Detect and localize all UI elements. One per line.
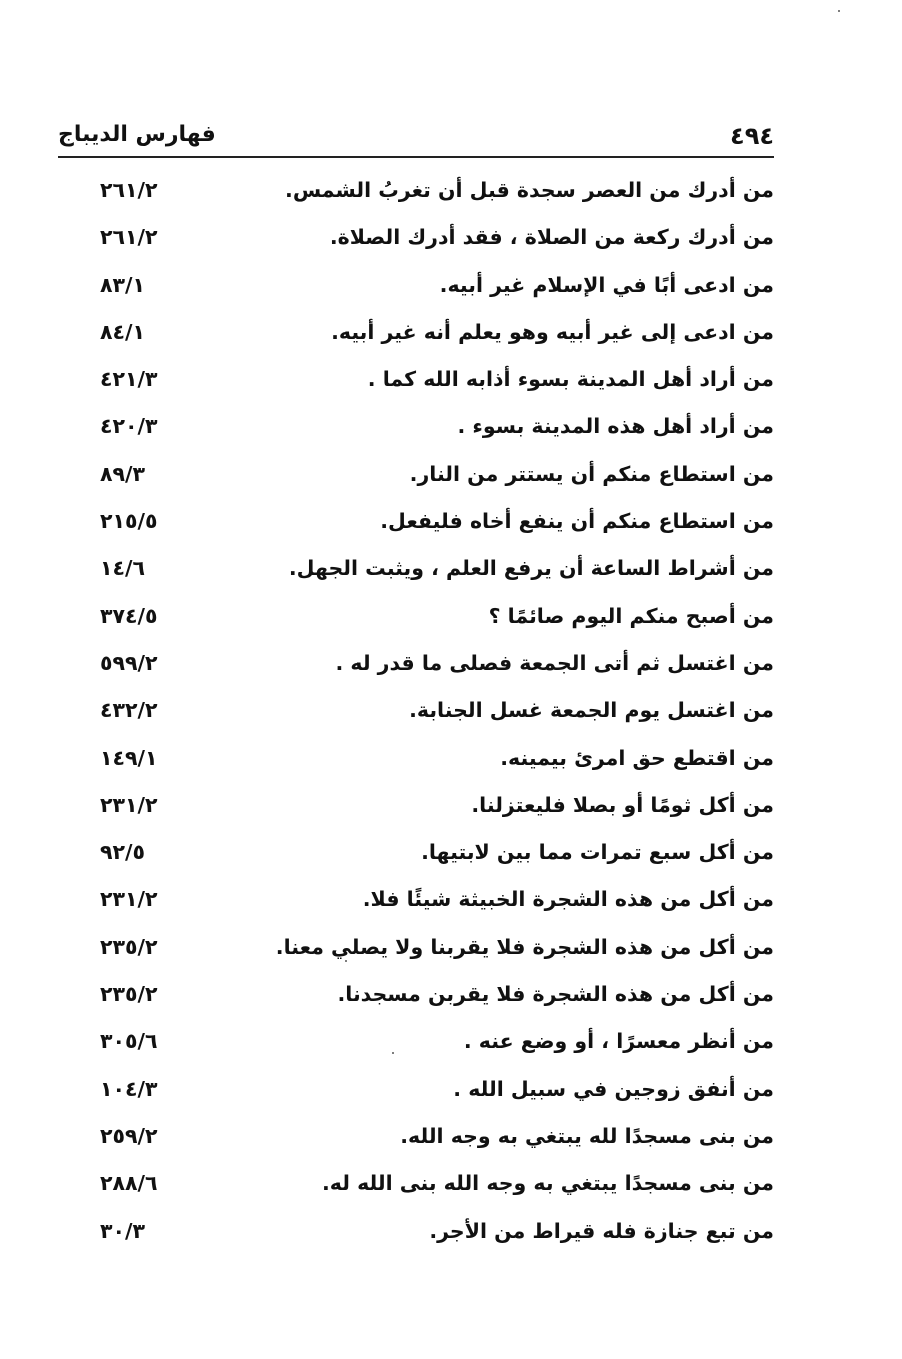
index-entry (100, 976, 774, 1023)
index-entry (100, 314, 774, 361)
hadith-text: من بنى مسجدًا يبتغي به وجه الله بنى الله له. (322, 1171, 774, 1196)
hadith-text: من اغتسل ثم أتى الجمعة فصلى ما قدر له . (335, 650, 774, 675)
index-entry (100, 408, 774, 455)
volume-page-ref: ٥٩٩/٢ (100, 650, 158, 675)
hadith-text: من ادعى أبًا في الإسلام غير أبيه. (439, 272, 774, 297)
index-entry (100, 361, 774, 408)
hadith-text: من أدرك ركعة من الصلاة ، فقد أدرك الصلاة. (329, 225, 774, 250)
running-title: فهارس الديباج (58, 122, 216, 147)
volume-page-ref: ٤٢٠/٣ (100, 414, 158, 439)
volume-page-ref: ٤٢١/٣ (100, 367, 158, 392)
hadith-text: من تبع جنازة فله قيراط من الأجر. (429, 1218, 774, 1243)
hadith-text: من أكل ثومًا أو بصلا فليعتزلنا. (471, 792, 774, 817)
volume-page-ref: ٩٢/٥ (100, 840, 146, 865)
index-entry (100, 503, 774, 550)
index-entries (100, 172, 774, 1260)
index-entry (100, 929, 774, 976)
volume-page-ref: ٣٧٤/٥ (100, 603, 158, 628)
volume-page-ref: ٢٥٩/٢ (100, 1123, 158, 1148)
index-entry (100, 1118, 774, 1165)
index-entry (100, 834, 774, 881)
hadith-text: من استطاع منكم أن ينفع أخاه فليفعل. (380, 509, 774, 534)
volume-page-ref: ٢٣١/٢ (100, 792, 158, 817)
hadith-text: من أكل من هذه الشجرة فلا يقربنا ولا يصلي معنا. (275, 934, 774, 959)
hadith-text: من اغتسل يوم الجمعة غسل الجنابة. (409, 698, 774, 723)
index-entry (100, 598, 774, 645)
index-entry (100, 1023, 774, 1070)
index-entry (100, 219, 774, 266)
volume-page-ref: ٣٠/٣ (100, 1218, 146, 1243)
volume-page-ref: ٢٣٥/٢ (100, 934, 158, 959)
index-entry (100, 645, 774, 692)
volume-page-ref: ٢٣١/٢ (100, 887, 158, 912)
hadith-text: من أدرك من العصر سجدة قبل أن تغربُ الشمس. (285, 178, 774, 202)
hadith-text: من أصبح منكم اليوم صائمًا ؟ (488, 603, 774, 628)
index-entry (100, 1071, 774, 1118)
volume-page-ref: ٢٦١/٢ (100, 178, 158, 202)
hadith-text: من استطاع منكم أن يستتر من النار. (409, 461, 774, 486)
scan-speck (345, 960, 347, 962)
volume-page-ref: ٢٦١/٢ (100, 225, 158, 250)
hadith-text: من أكل من هذه الشجرة فلا يقربن مسجدنا. (337, 982, 774, 1007)
hadith-text: من أنظر معسرًا ، أو وضع عنه . (463, 1029, 774, 1054)
volume-page-ref: ١٤/٦ (100, 556, 146, 581)
volume-page-ref: ٣٠٥/٦ (100, 1029, 158, 1054)
hadith-text: من أكل سبع تمرات مما بين لابتيها. (421, 840, 774, 865)
volume-page-ref: ١٤٩/١ (100, 745, 158, 770)
volume-page-ref: ١٠٤/٣ (100, 1076, 158, 1101)
page-number: ٤٩٤ (730, 122, 774, 150)
hadith-text: من اقتطع حق امرئ بيمينه. (500, 745, 774, 770)
index-entry (100, 1165, 774, 1212)
volume-page-ref: ٨٤/١ (100, 319, 146, 344)
index-entry (100, 1213, 774, 1260)
index-entry (100, 787, 774, 834)
hadith-text: من أشراط الساعة أن يرفع العلم ، ويثبت الجهل. (288, 556, 774, 581)
scan-speck (838, 10, 840, 12)
hadith-text: من أراد أهل المدينة بسوء أذابه الله كما . (367, 367, 774, 392)
volume-page-ref: ٨٣/١ (100, 272, 146, 297)
index-entry (100, 456, 774, 503)
scan-speck (392, 1052, 394, 1054)
hadith-text: من بنى مسجدًا لله يبتغي به وجه الله. (400, 1123, 774, 1148)
hadith-text: من أراد أهل هذه المدينة بسوء . (457, 414, 774, 439)
hadith-text: من أكل من هذه الشجرة الخبيثة شيئًا فلا. (362, 887, 774, 912)
page-header (58, 122, 774, 158)
index-entry (100, 267, 774, 314)
volume-page-ref: ٤٣٢/٢ (100, 698, 158, 723)
volume-page-ref: ٢٨٨/٦ (100, 1171, 158, 1196)
hadith-text: من أنفق زوجين في سبيل الله . (453, 1076, 774, 1101)
index-entry (100, 740, 774, 787)
index-entry (100, 692, 774, 739)
index-entry (100, 550, 774, 597)
volume-page-ref: ٢٣٥/٢ (100, 982, 158, 1007)
hadith-text: من ادعى إلى غير أبيه وهو يعلم أنه غير أبيه. (331, 319, 774, 344)
volume-page-ref: ٨٩/٣ (100, 461, 146, 486)
index-entry (100, 172, 774, 219)
index-entry (100, 881, 774, 928)
volume-page-ref: ٢١٥/٥ (100, 509, 158, 534)
